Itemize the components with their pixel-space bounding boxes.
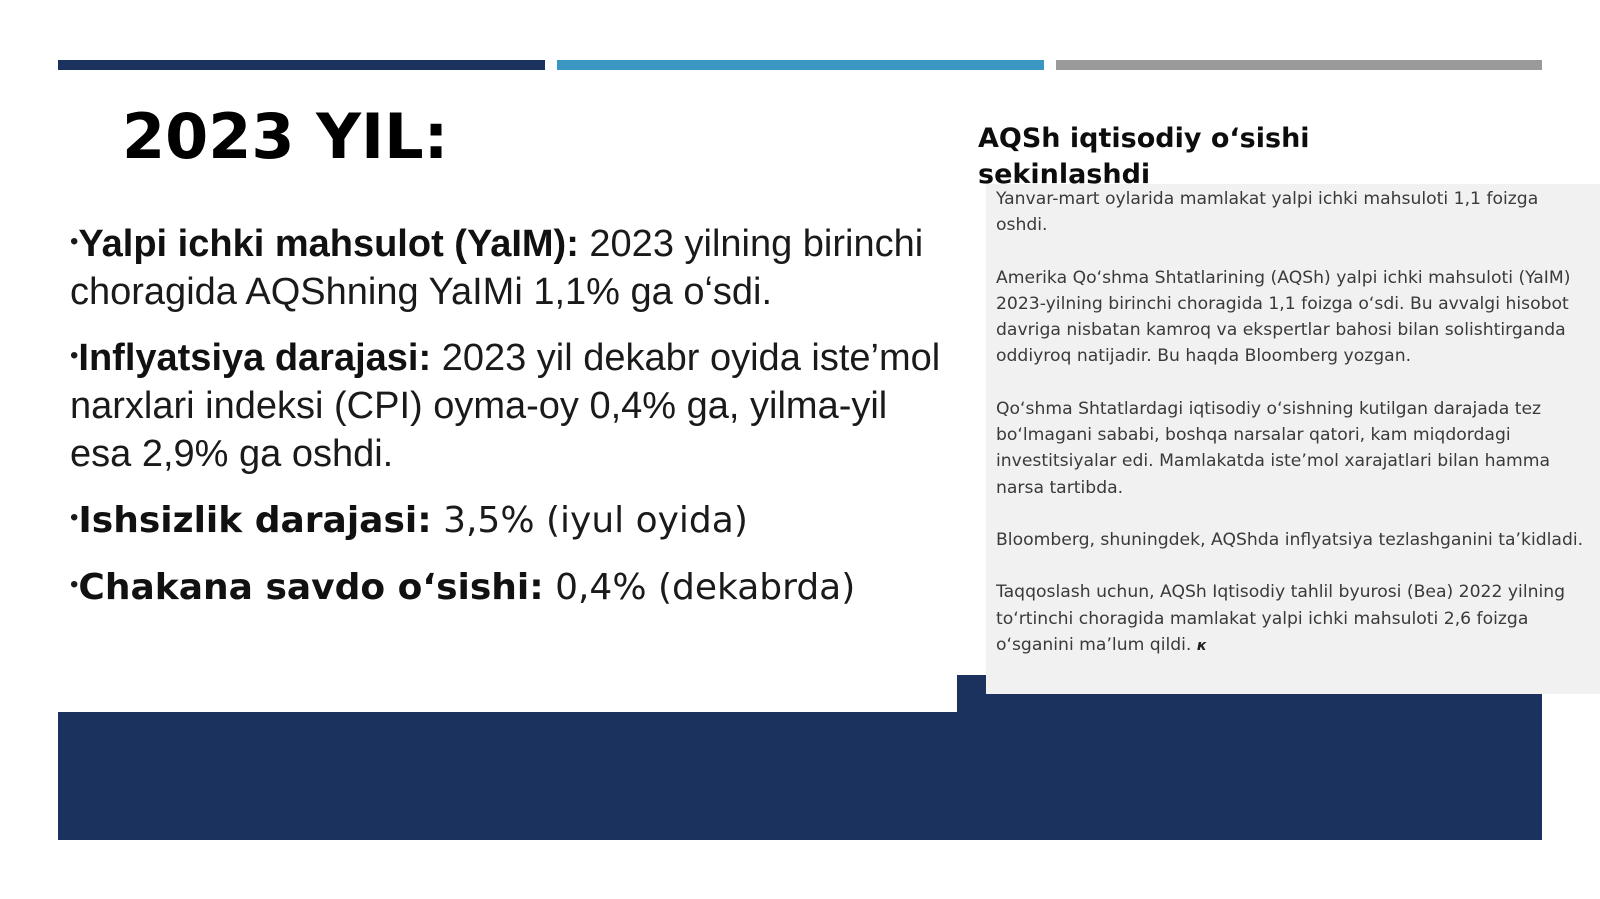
article-paragraph-text: Taqqoslash uchun, AQSh Iqtisodiy tahlil byurosi (Bea) 2022 yilning to‘rtinchi choragida mamlakat yalpi ichki mahsuloti 2,6 foizga o‘sganini ma’lum qildi. <box>996 582 1566 655</box>
bullet-dot: • <box>70 342 79 369</box>
bullet-value: 2023 yilning birinchi choragida AQShning YaIMi 1,1% ga oʻsdi. <box>70 223 924 313</box>
slide-title: 2023 YIL: <box>122 100 449 173</box>
accent-bar-gray <box>1056 60 1542 70</box>
article-paragraph-last <box>996 579 1592 659</box>
bullet-retail <box>70 563 950 612</box>
article-title: AQSh iqtisodiy o‘sishi sekinlashdi <box>978 123 1310 190</box>
bullet-label: Yalpi ichki mahsulot (YaIM): <box>78 223 579 265</box>
accent-bar-teal <box>557 60 1044 70</box>
bullet-label: Chakana savdo o‘sishi: <box>78 567 544 608</box>
article-body <box>996 186 1592 685</box>
article-paragraph: Amerika Qo‘shma Shtatlarining (AQSh) yalpi ichki mahsuloti (YaIM) 2023-yilning birinchi choragida 1,1 foizga o‘sdi. Bu avvalgi hisobot davriga nisbatan kamroq va ekspertlar bahosi bilan solishtirganda oddiyroq natijadir. Bu haqda Bloomberg yozgan. <box>996 267 1571 367</box>
bullet-value: 0,4% (dekabrda) <box>543 567 856 608</box>
accent-bar-navy <box>58 60 545 70</box>
bullet-unemployment <box>70 496 950 545</box>
article-paragraph: Bloomberg, shuningdek, AQShda inflyatsiya tezlashganini ta’kidladi. <box>996 529 1584 550</box>
bullet-dot: • <box>70 228 79 255</box>
bullet-label: Ishsizlik darajasi: <box>78 500 432 541</box>
article-paragraph: Yanvar-mart oylarida mamlakat yalpi ichki mahsuloti 1,1 foizga oshdi. <box>996 189 1539 236</box>
bullet-dot: • <box>70 504 79 531</box>
bullet-value: 3,5% (iyul oyida) <box>431 500 748 541</box>
footer-band <box>58 712 1542 840</box>
bullet-dot: • <box>70 571 79 598</box>
bullet-value: 2023 yil dekabr oyida iste’mol narxlari indeksi (CPI) oyma-oy 0,4% ga, yilma-yil esa 2,9% ga oshdi. <box>70 337 941 475</box>
bullet-list <box>70 220 950 630</box>
article-paragraph: Qo‘shma Shtatlardagi iqtisodiy o‘sishning kutilgan darajada tez bo‘lmagani sababi, boshqa narsalar qatori, kam miqdordagi investitsiyalar edi. Mamlakatda iste’mol xarajatlari bilan hamma narsa tartibda. <box>996 398 1551 498</box>
bullet-gdp <box>70 220 950 316</box>
bullet-inflation <box>70 334 950 478</box>
end-mark-icon: к <box>1196 637 1207 654</box>
bullet-label: Inflyatsiya darajasi: <box>78 337 432 379</box>
